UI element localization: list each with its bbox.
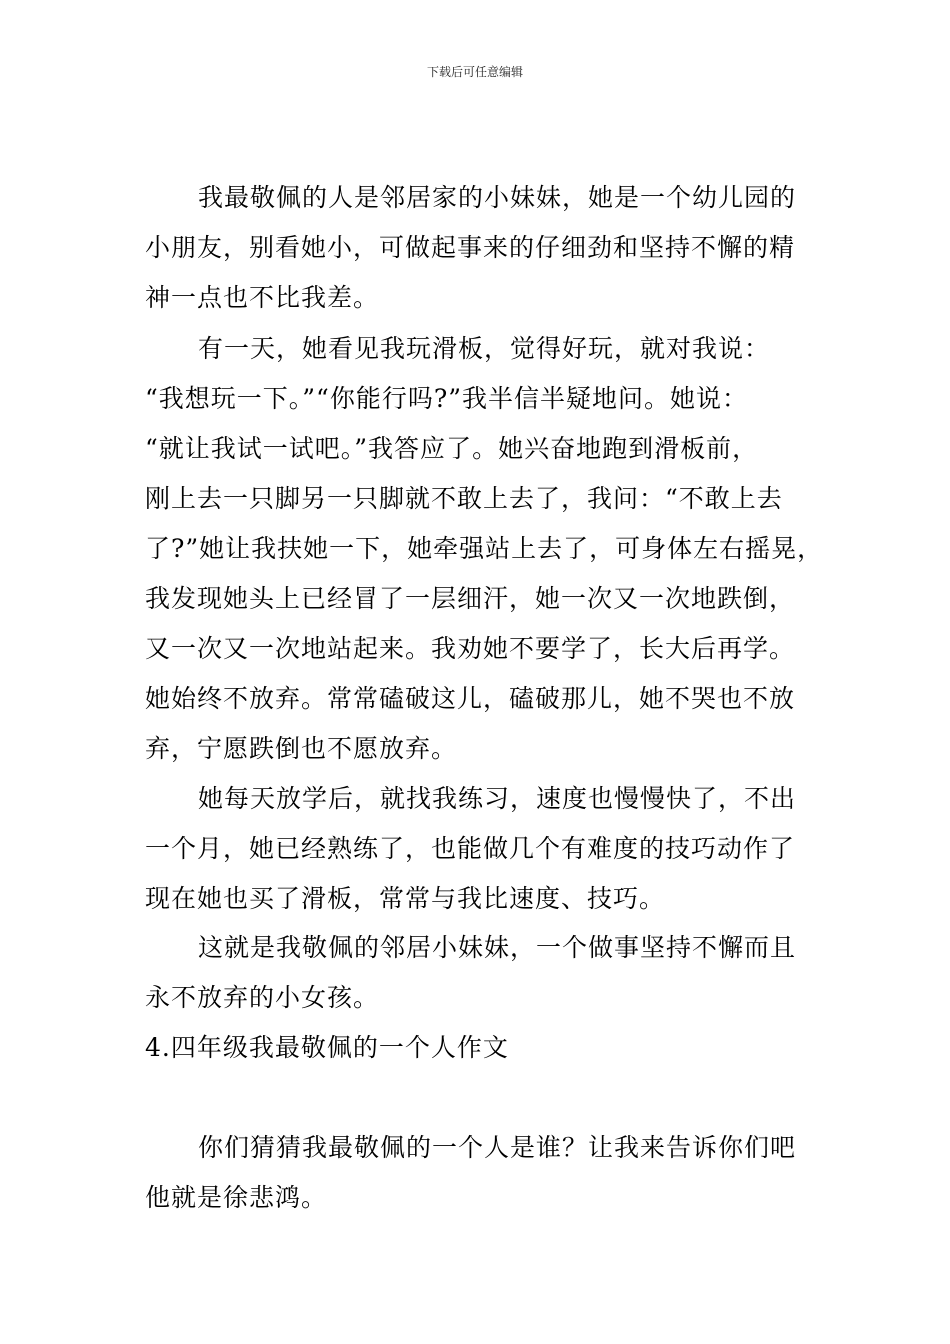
paragraph-line: 神一点也不比我差。: [145, 283, 380, 312]
section-heading: 4.四年级我最敬佩的一个人作文: [145, 1033, 509, 1062]
paragraph-line: 她每天放学后，就找我练习，速度也慢慢快了，不出: [198, 784, 797, 813]
paragraph-line: 又一次又一次地站起来。我劝她不要学了，长大后再学。: [145, 634, 796, 663]
paragraph-line: 你们猜猜我最敬佩的一个人是谁？让我来告诉你们吧: [198, 1133, 797, 1162]
paragraph-line: 一个月，她已经熟练了，也能做几个有难度的技巧动作了: [145, 834, 796, 863]
paragraph-line: 她始终不放弃。常常磕破这儿，磕破那儿，她不哭也不放: [145, 684, 796, 713]
paragraph-line: 他就是徐悲鸿。: [145, 1183, 328, 1212]
paragraph-line: 现在她也买了滑板，常常与我比速度、技巧。: [145, 884, 666, 913]
paragraph-line: “就让我试一试吧。”我答应了。她兴奋地跑到滑板前，: [145, 434, 759, 463]
paragraph-line: 刚上去一只脚另一只脚就不敢上去了，我问：“不敢上去: [145, 484, 783, 513]
paragraph-line: 这就是我敬佩的邻居小妹妹，一个做事坚持不懈而且: [198, 933, 797, 962]
paragraph-line: 弃，宁愿跌倒也不愿放弃。: [145, 734, 458, 763]
paragraph-line: 有一天，她看见我玩滑板，觉得好玩，就对我说：: [198, 334, 771, 363]
paragraph-line: 了?”她让我扶她一下，她牵强站上去了，可身体左右摇晃，: [145, 534, 824, 563]
paragraph-line: “我想玩一下。”“你能行吗?”我半信半疑地问。她说：: [145, 384, 749, 413]
paragraph-line: 永不放弃的小女孩。: [145, 983, 380, 1012]
paragraph-line: 我最敬佩的人是邻居家的小妹妹，她是一个幼儿园的: [198, 183, 797, 212]
page-header: 下载后可任意编辑: [426, 65, 523, 79]
paragraph-line: 小朋友，别看她小，可做起事来的仔细劲和坚持不懈的精: [145, 233, 796, 262]
paragraph-line: 我发现她头上已经冒了一层细汗，她一次又一次地跌倒，: [145, 584, 796, 613]
